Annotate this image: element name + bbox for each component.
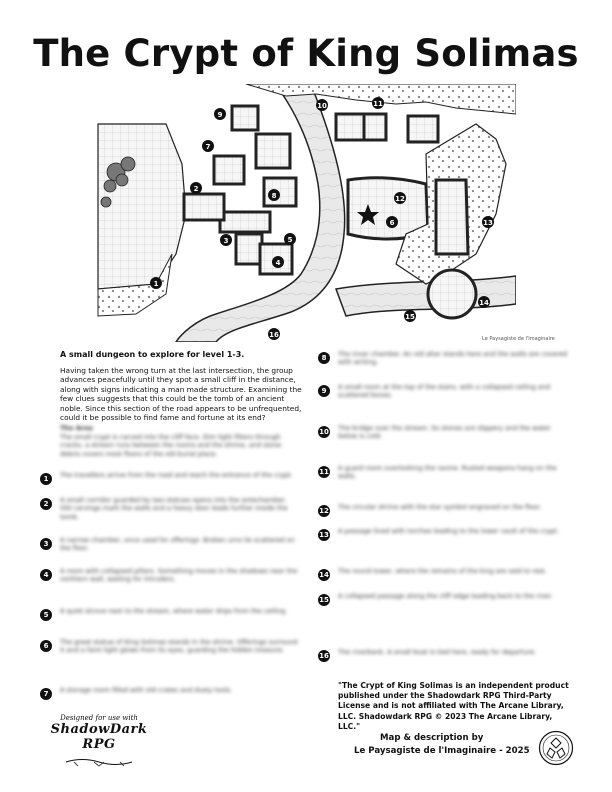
entry-text-2: A small corridor guarded by two statues opens into the antechamber. Old carvings mark the walls and a heavy door leads further inside the tomb. xyxy=(60,496,288,521)
svg-text:9: 9 xyxy=(217,111,223,119)
entry-text-1: The travellers arrive from the road and reach the entrance of the crypt. xyxy=(60,471,293,479)
room-marker-8 xyxy=(268,189,280,201)
entry-number-10: 10 xyxy=(319,428,329,436)
room-marker-12 xyxy=(394,192,406,204)
room-marker-3 xyxy=(220,234,232,246)
entry-text-14: The round tower, where the remains of the king are said to rest. xyxy=(338,567,547,575)
entry-text-7: A storage room filled with old crates and dusty tools. xyxy=(60,686,233,694)
shadowdark-logo xyxy=(40,714,158,771)
svg-text:13: 13 xyxy=(483,219,493,227)
svg-text:5: 5 xyxy=(287,236,293,244)
subtitle: A small dungeon to explore for level 1-3. xyxy=(60,350,245,359)
left-clearing xyxy=(98,124,186,289)
entry-number-2: 2 xyxy=(40,498,52,510)
svg-text:8: 8 xyxy=(271,192,277,200)
entry-text-11: A guard room overlooking the ravine. Rusted weapons hang on the walls. xyxy=(338,464,557,481)
map-credit: Le Paysagiste de l'Imaginaire xyxy=(482,336,555,342)
room-marker-9 xyxy=(214,108,226,120)
entry-number-12: 12 xyxy=(319,507,329,515)
entry-text-13: A passage lined with torches leading to the lower vault of the crypt. xyxy=(338,527,560,535)
room-marker-2 xyxy=(190,182,202,194)
dungeon-map xyxy=(96,84,516,342)
entry-number-15: 15 xyxy=(319,596,329,604)
entry-text-12: The circular shrine with the star symbol engraved on the floor. xyxy=(338,503,542,511)
entry-text-5: A quiet alcove next to the stream, where water drips from the ceiling. xyxy=(60,607,288,615)
svg-text:12: 12 xyxy=(395,195,405,203)
entry-number-1: 1 xyxy=(40,473,52,485)
room-marker-1 xyxy=(150,277,162,289)
entry-number-3: 3 xyxy=(40,538,52,550)
entry-number-5: 5 xyxy=(40,609,52,621)
entry-text-9: A small room at the top of the stairs, with a collapsed ceiling and scattered bones. xyxy=(338,383,551,400)
svg-text:3: 3 xyxy=(223,237,229,245)
logo-tagline: Designed for use with xyxy=(60,714,138,722)
svg-text:11: 11 xyxy=(373,100,383,108)
entry-number-7: 7 xyxy=(40,688,52,700)
entry-text-6: The great statue of King Solimas stands in the shrine. Offerings surround it and a faint light glows from its eyes, guarding the hidden treasure. xyxy=(60,638,298,655)
svg-text:1: 1 xyxy=(153,280,159,288)
entry-number-9: 9 xyxy=(318,385,330,397)
intro-text: Having taken the wrong turn at the last intersection, the group advances peacefully until they spot a small cliff in the distance, along with signs indicating a man made structure. Examining the few clues suggests that this could be the tomb of an ancient noble. Since this section of the road appears to be unfrequented, could it be possible to find fame and fortune at its end? xyxy=(60,366,302,423)
svg-text:15: 15 xyxy=(405,313,415,321)
svg-text:2: 2 xyxy=(193,185,199,193)
entry-text-10: The bridge over the stream. Its stones are slippery and the water below is cold. xyxy=(338,424,551,441)
svg-text:6: 6 xyxy=(389,219,395,227)
svg-text:16: 16 xyxy=(269,331,279,339)
entry-text-4: A room with collapsed pillars. Something moves in the shadows near the northern wall, waiting for intruders. xyxy=(60,567,298,584)
entry-number-6: 6 xyxy=(40,640,52,652)
logo-wordmark: ShadowDark RPG xyxy=(50,722,148,752)
room-marker-10 xyxy=(316,99,328,111)
entry-text-16: The riverbank. A small boat is tied here, ready for departure. xyxy=(338,648,537,656)
room-marker-15 xyxy=(404,310,416,322)
room-marker-5 xyxy=(284,233,296,245)
logo-flourish-icon xyxy=(64,757,134,767)
entry-number-8: 8 xyxy=(318,352,330,364)
entry-number-11: 11 xyxy=(319,468,329,476)
room-marker-13 xyxy=(482,216,494,228)
room-marker-14 xyxy=(478,296,490,308)
license-notice: "The Crypt of King Solimas is an independent product published under the Shadowdark RPG Third-Party License and is not affiliated with The Arcane Library, LLC. Shadowdark RPG © 2023 The Arcane Library, LLC." xyxy=(338,681,569,731)
entry-text-15: A collapsed passage along the cliff edge leading back to the river. xyxy=(338,592,553,600)
room-marker-7 xyxy=(202,140,214,152)
svg-text:7: 7 xyxy=(205,143,211,151)
page-title: The Crypt of King Solimas xyxy=(33,32,579,75)
entry-text-3: A narrow chamber, once used for offerings. Broken urns lie scattered on the floor. xyxy=(60,536,295,553)
svg-text:4: 4 xyxy=(275,259,281,267)
area-text: The small crypt is carved into the cliff face. Dim light filters through cracks, a stream runs between the rooms and the shrine, and stone debris covers most floors of the old burial place. xyxy=(60,433,282,458)
room-marker-11 xyxy=(372,97,384,109)
entry-number-14: 14 xyxy=(319,571,329,579)
credit-line-2: Le Paysagiste de l'Imaginaire - 2025 xyxy=(354,746,530,756)
room-marker-6 xyxy=(386,216,398,228)
room-marker-16 xyxy=(268,328,280,340)
entry-number-13: 13 xyxy=(319,531,329,539)
room-marker-4 xyxy=(272,256,284,268)
svg-text:14: 14 xyxy=(479,299,489,307)
entry-text-8: The inner chamber. An old altar stands here and the walls are covered with writing. xyxy=(338,350,568,367)
entry-number-4: 4 xyxy=(40,569,52,581)
credit-line-1: Map & description by xyxy=(380,733,484,743)
round-tower xyxy=(428,270,476,318)
svg-text:10: 10 xyxy=(317,102,327,110)
area-heading: The Area xyxy=(60,424,93,432)
publisher-seal-icon xyxy=(538,730,574,766)
entry-number-16: 16 xyxy=(319,652,329,660)
